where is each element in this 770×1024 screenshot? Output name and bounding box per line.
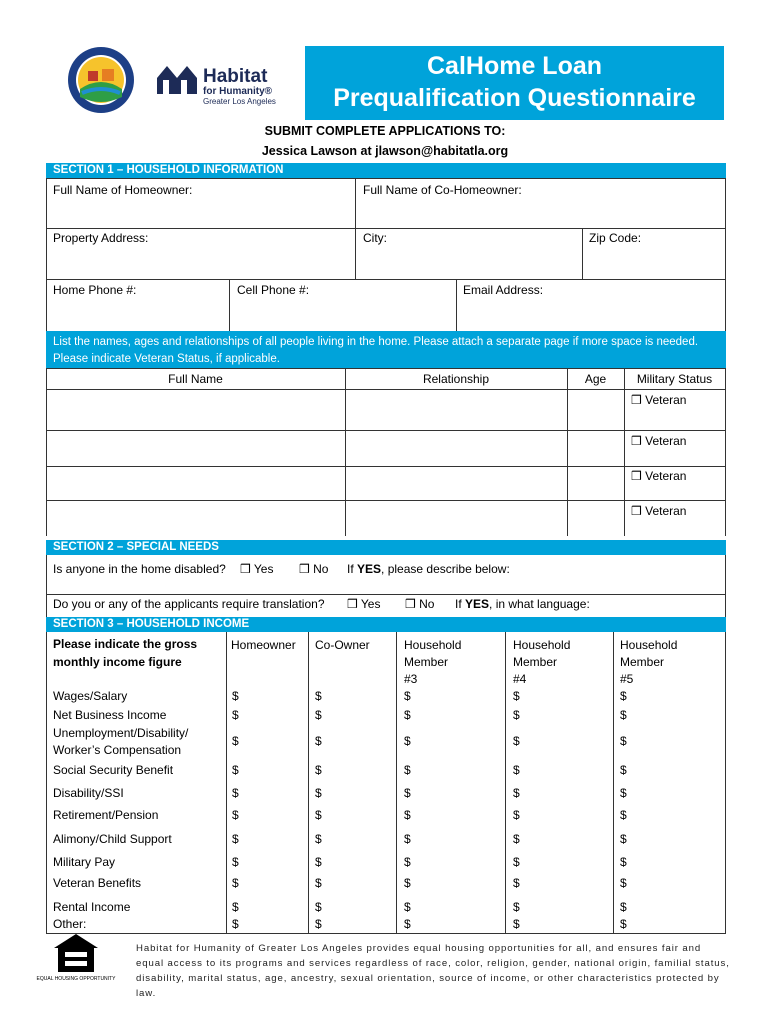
income-amount-field[interactable]: $ xyxy=(404,876,411,890)
logo-name: Habitat xyxy=(203,66,268,87)
income-row-business: Net Business Income xyxy=(53,708,167,722)
section2-title: SECTION 2 – SPECIAL NEEDS xyxy=(46,540,726,555)
income-amount-field[interactable]: $ xyxy=(404,734,411,748)
income-amount-field[interactable]: $ xyxy=(513,763,520,777)
member-number: #3 xyxy=(404,672,418,686)
submit-line1: SUBMIT COMPLETE APPLICATIONS TO: xyxy=(264,124,506,138)
income-amount-field[interactable]: $ xyxy=(620,786,627,800)
veteran-checkbox-2[interactable] xyxy=(631,434,686,448)
veteran-label: Veteran xyxy=(645,469,687,483)
income-amount-field[interactable]: $ xyxy=(315,832,322,846)
income-amount-field[interactable]: $ xyxy=(315,808,322,822)
income-amount-field[interactable]: $ xyxy=(232,763,239,777)
income-amount-field[interactable]: $ xyxy=(232,917,239,931)
household-label: Household xyxy=(513,638,571,652)
checkbox-icon[interactable]: ❒ xyxy=(631,393,642,407)
section3-title: SECTION 3 – HOUSEHOLD INCOME xyxy=(46,617,726,632)
checkbox-icon[interactable]: ❒ xyxy=(631,504,642,518)
income-row-unemployment: Unemployment/Disability/ xyxy=(53,726,189,740)
cohomeowner-name-field[interactable]: Full Name of Co-Homeowner: xyxy=(363,183,522,197)
veteran-checkbox-4[interactable] xyxy=(631,504,686,518)
income-amount-field[interactable]: $ xyxy=(404,900,411,914)
income-amount-field[interactable]: $ xyxy=(513,708,520,722)
col-military-status: Military Status xyxy=(636,372,713,386)
income-amount-field[interactable]: $ xyxy=(513,832,520,846)
income-amount-field[interactable]: $ xyxy=(620,917,627,931)
equal-housing-icon xyxy=(36,932,116,984)
income-amount-field[interactable]: $ xyxy=(620,855,627,869)
income-row-alimony: Alimony/Child Support xyxy=(53,832,172,846)
household-label: Household xyxy=(404,638,462,652)
veteran-label: Veteran xyxy=(645,434,687,448)
income-amount-field[interactable]: $ xyxy=(620,763,627,777)
income-amount-field[interactable]: $ xyxy=(315,734,322,748)
income-row-rental: Rental Income xyxy=(53,900,131,914)
col-household-5 xyxy=(620,637,677,688)
income-amount-field[interactable]: $ xyxy=(404,832,411,846)
income-amount-field[interactable]: $ xyxy=(513,876,520,890)
submit-line2: Jessica Lawson at jlawson@habitatla.org xyxy=(261,144,509,158)
footer-disclaimer: Habitat for Humanity of Greater Los Angeles provides equal housing opportunities for all, and ensures fair and equal access to its programs and services regardless of race, color, religion, gender, national origin, familial status, disability, marital status, age, ancestry, sexual orientation, source of income, or other characteristics protected by law. xyxy=(136,943,730,999)
income-amount-field[interactable]: $ xyxy=(315,917,322,931)
col-age: Age xyxy=(584,372,607,386)
household-label: Household xyxy=(620,638,678,652)
income-amount-field[interactable]: $ xyxy=(404,689,411,703)
member-number: #4 xyxy=(513,672,527,686)
income-row-social-security: Social Security Benefit xyxy=(53,763,174,777)
income-amount-field[interactable]: $ xyxy=(404,763,411,777)
income-intro-line2: monthly income figure xyxy=(53,655,182,669)
income-amount-field[interactable]: $ xyxy=(620,832,627,846)
no-label: No xyxy=(313,562,329,576)
income-row-retirement: Retirement/Pension xyxy=(53,808,159,822)
income-amount-field[interactable]: $ xyxy=(404,917,411,931)
income-amount-field[interactable]: $ xyxy=(315,876,322,890)
income-amount-field[interactable]: $ xyxy=(232,876,239,890)
income-amount-field[interactable]: $ xyxy=(513,786,520,800)
member-label: Member xyxy=(404,655,449,669)
city-field[interactable]: City: xyxy=(363,231,387,245)
income-amount-field[interactable]: $ xyxy=(315,786,322,800)
checkbox-icon[interactable]: ❒ xyxy=(299,562,310,576)
translation-question: Do you or any of the applicants require translation? xyxy=(53,597,325,611)
col-coowner: Co-Owner xyxy=(315,638,370,652)
income-amount-field[interactable]: $ xyxy=(513,917,520,931)
no-label: No xyxy=(419,597,435,611)
income-amount-field[interactable]: $ xyxy=(513,900,520,914)
income-amount-field[interactable]: $ xyxy=(232,734,239,748)
logo-sub: for Humanity® xyxy=(203,86,273,97)
income-amount-field[interactable]: $ xyxy=(620,876,627,890)
income-amount-field[interactable]: $ xyxy=(232,689,239,703)
checkbox-icon[interactable]: ❒ xyxy=(631,469,642,483)
member-label: Member xyxy=(620,655,665,669)
email-field[interactable]: Email Address: xyxy=(463,283,544,297)
income-row-military: Military Pay xyxy=(53,855,116,869)
member-label: Member xyxy=(513,655,558,669)
income-row-veteran: Veteran Benefits xyxy=(53,876,142,890)
col-relationship: Relationship xyxy=(422,372,490,386)
household-members-note: List the names, ages and relationships of all people living in the home. Please attach a separate page if more space is needed. Please indicate Veteran Status, if applicable. xyxy=(46,331,726,368)
income-amount-field[interactable]: $ xyxy=(232,786,239,800)
income-row-wages: Wages/Salary xyxy=(53,689,128,703)
col-full-name: Full Name xyxy=(168,372,223,386)
veteran-label: Veteran xyxy=(645,504,687,518)
income-amount-field[interactable]: $ xyxy=(315,900,322,914)
disabled-yes-checkbox[interactable] xyxy=(240,562,273,576)
describe-label: , please describe below: xyxy=(381,562,510,576)
income-amount-field[interactable]: $ xyxy=(315,708,322,722)
income-amount-field[interactable]: $ xyxy=(620,900,627,914)
title-line2: Prequalification Questionnaire xyxy=(333,84,696,112)
homeowner-name-field[interactable]: Full Name of Homeowner: xyxy=(53,183,193,197)
veteran-checkbox-1[interactable] xyxy=(631,393,686,407)
yes-label: Yes xyxy=(360,597,381,611)
income-amount-field[interactable]: $ xyxy=(513,734,520,748)
income-amount-field[interactable]: $ xyxy=(513,855,520,869)
income-amount-field[interactable]: $ xyxy=(404,708,411,722)
col-homeowner: Homeowner xyxy=(231,638,296,652)
income-amount-field[interactable]: $ xyxy=(620,708,627,722)
yes-bold: YES xyxy=(465,597,490,611)
section1-title: SECTION 1 – HOUSEHOLD INFORMATION xyxy=(46,163,726,178)
income-amount-field[interactable]: $ xyxy=(232,808,239,822)
income-row-other: Other: xyxy=(53,917,87,931)
disabled-question: Is anyone in the home disabled? xyxy=(53,562,226,576)
income-amount-field[interactable]: $ xyxy=(620,734,627,748)
checkbox-icon[interactable]: ❒ xyxy=(405,597,416,611)
language-label: , in what language: xyxy=(489,597,590,611)
income-amount-field[interactable]: $ xyxy=(513,808,520,822)
disabled-followup xyxy=(347,562,510,576)
cell-phone-field[interactable]: Cell Phone #: xyxy=(237,283,310,297)
veteran-label: Veteran xyxy=(645,393,687,407)
income-amount-field[interactable]: $ xyxy=(404,808,411,822)
translation-followup xyxy=(455,597,590,611)
income-amount-field[interactable]: $ xyxy=(404,786,411,800)
yes-bold: YES xyxy=(357,562,382,576)
col-household-4 xyxy=(513,637,570,688)
income-amount-field[interactable]: $ xyxy=(620,689,627,703)
income-row-disability: Disability/SSI xyxy=(53,786,124,800)
checkbox-icon[interactable]: ❒ xyxy=(347,597,358,611)
income-amount-field[interactable]: $ xyxy=(232,708,239,722)
disabled-no-checkbox[interactable] xyxy=(299,562,328,576)
income-amount-field[interactable]: $ xyxy=(232,832,239,846)
income-amount-field[interactable]: $ xyxy=(315,855,322,869)
translation-no-checkbox[interactable] xyxy=(405,597,434,611)
veteran-checkbox-3[interactable] xyxy=(631,469,686,483)
yes-label: Yes xyxy=(253,562,274,576)
if-label: If xyxy=(455,597,462,611)
income-amount-field[interactable]: $ xyxy=(232,855,239,869)
income-amount-field[interactable]: $ xyxy=(620,808,627,822)
member-number: #5 xyxy=(620,672,634,686)
logo-region: Greater Los Angeles xyxy=(203,97,276,106)
translation-yes-checkbox[interactable] xyxy=(347,597,380,611)
property-address-field[interactable]: Property Address: xyxy=(53,231,149,245)
checkbox-icon[interactable]: ❒ xyxy=(240,562,251,576)
title-line1: CalHome Loan xyxy=(426,52,603,80)
if-label: If xyxy=(347,562,354,576)
income-amount-field[interactable]: $ xyxy=(232,900,239,914)
col-household-3 xyxy=(404,637,461,688)
zip-code-field[interactable]: Zip Code: xyxy=(589,231,642,245)
income-amount-field[interactable]: $ xyxy=(315,763,322,777)
income-intro-line1: Please indicate the gross xyxy=(53,637,198,651)
income-amount-field[interactable]: $ xyxy=(315,689,322,703)
community-seal-logo xyxy=(66,45,136,115)
page-title xyxy=(305,50,724,114)
income-amount-field[interactable]: $ xyxy=(404,855,411,869)
checkbox-icon[interactable]: ❒ xyxy=(631,434,642,448)
home-phone-field[interactable]: Home Phone #: xyxy=(53,283,137,297)
habitat-logo xyxy=(155,56,285,106)
income-amount-field[interactable]: $ xyxy=(513,689,520,703)
income-row-workers-comp: Worker’s Compensation xyxy=(53,743,182,757)
eho-label: EQUAL HOUSING OPPORTUNITY xyxy=(36,976,116,982)
